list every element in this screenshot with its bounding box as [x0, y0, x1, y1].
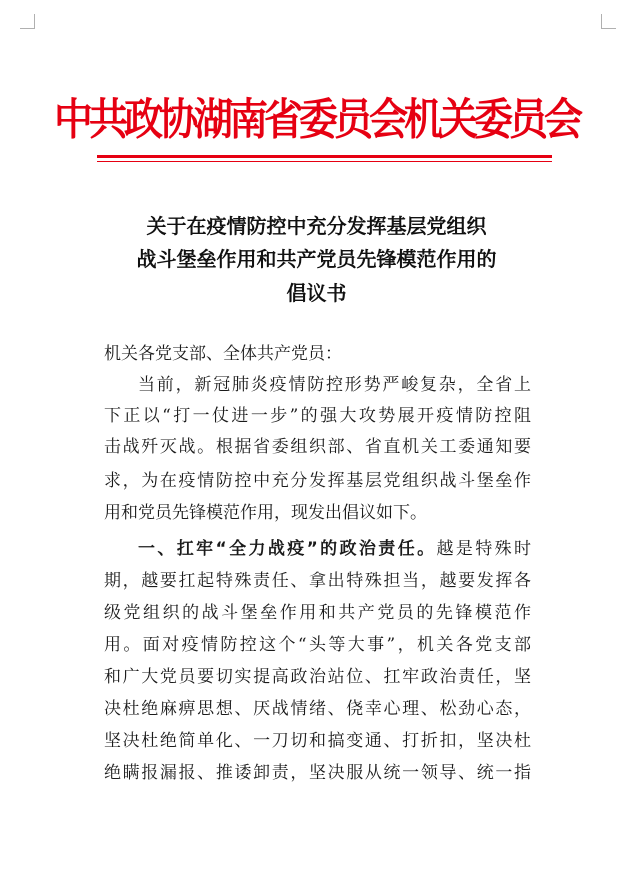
paragraph-line: 当前，新冠肺炎疫情防控形势严峻复杂，全省上 [138, 375, 531, 395]
paragraph-line: 击战歼灭战。根据省委组织部、省直机关工委通知要 [104, 437, 531, 457]
paragraph-line: 决杜绝麻痹思想、厌战情绪、侥幸心理、松劲心态， [104, 699, 531, 719]
letterhead-rule-thick [97, 155, 552, 158]
paragraph-line: 下正以“打一仗进一步”的强大攻势展开疫情防控阻 [104, 406, 531, 426]
page-corner-mark-right [601, 14, 616, 29]
document-title-line-2: 战斗堡垒作用和共产党员先锋模范作用的 [136, 247, 497, 271]
salutation: 机关各党支部、全体共产党员： [104, 344, 342, 364]
document-title-line-1: 关于在疫情防控中充分发挥基层党组织 [146, 214, 487, 238]
paragraph-line: 求，为在疫情防控中充分发挥基层党组织战斗堡垒作 [104, 471, 531, 491]
paragraph-line: 用。面对疫情防控这个“头等大事”，机关各党支部 [104, 635, 531, 655]
page-corner-mark-left [20, 14, 35, 29]
section-1-first-line [138, 538, 531, 560]
paragraph-line: 期，越要扛起特殊责任、拿出特殊担当，越要发挥各 [104, 571, 531, 591]
letterhead-rule-thin [97, 161, 552, 162]
paragraph-line: 用和党员先锋模范作用，现发出倡议如下。 [104, 503, 427, 523]
paragraph-line: 绝瞒报漏报、推诿卸责，坚决服从统一领导、统一指 [104, 763, 531, 783]
letterhead-title: 中共政协湖南省委员会机关委员会 [53, 94, 579, 146]
paragraph-line: 坚决杜绝简单化、一刀切和搞变通、打折扣，坚决杜 [104, 731, 531, 751]
document-title-line-3: 倡议书 [286, 281, 347, 305]
paragraph-line: 和广大党员要切实提高政治站位、扛牢政治责任，坚 [104, 667, 531, 687]
section-1-heading: 一、扛牢“全力战疫”的政治责任。 [138, 539, 437, 559]
section-1-text: 越是特殊时 [436, 539, 531, 559]
paragraph-line: 级党组织的战斗堡垒作用和共产党员的先锋模范作 [104, 603, 531, 623]
